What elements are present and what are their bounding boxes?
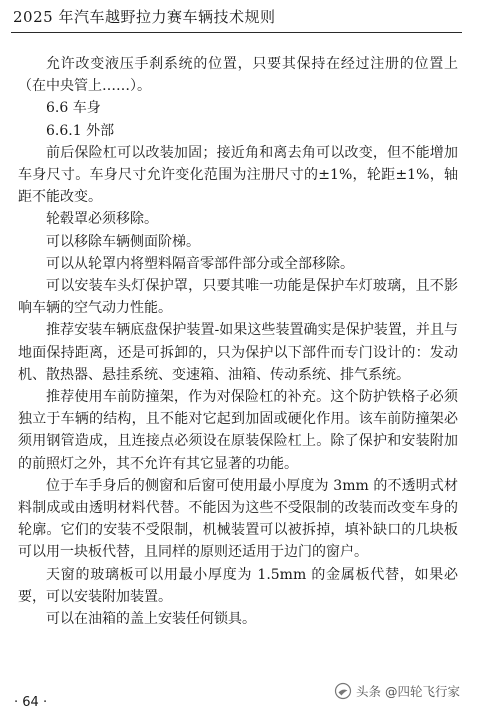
- document-body: [18, 53, 458, 630]
- paragraph-underbody-protection: 推荐安装车辆底盘保护装置-如果这些装置确实是保护装置，并且与地面保持距离，还是可拆卸的，只为保护以下部件而专门设计的：发动机、散热器、悬挂系统、变速箱、油箱、传动系统、排气系统。: [18, 322, 458, 383]
- paragraph-handbrake: 允许改变液压手刹系统的位置，只要其保持在经过注册的位置上（在中央管上……）。: [18, 56, 458, 95]
- subsection-heading-exterior: 6.6.1 外部: [46, 122, 115, 139]
- page-header-title: 2025 年汽车越野拉力赛车辆技术规则: [13, 8, 276, 26]
- paragraph-wheel-arch-parts: 可以从轮罩内将塑料隔音零部件部分或全部移除。: [46, 255, 354, 272]
- header-rule: [11, 32, 462, 33]
- paragraph-rear-windows: 位于车手身后的侧窗和后窗可使用最小厚度为 3mm 的不透明式材料制成或由透明材料代替。不能因为这些不受限制的改装而改变车身的轮廓。它们的安装不受限制，机械装置可以被拆掉，填补缺口的几块板可以用一块板代替，且同样的原则还适用于边门的窗户。: [18, 477, 458, 561]
- paragraph-side-steps: 可以移除车辆侧面阶梯。: [46, 233, 200, 250]
- paragraph-hubcaps: 轮毂罩必须移除。: [46, 211, 158, 228]
- paragraph-bumpers: 前后保险杠可以改装加固；接近角和离去角可以改变，但不能增加车身尺寸。车身尺寸允许变化范围为注册尺寸的±1%，轮距±1%，轴距不能改变。: [18, 144, 458, 206]
- source-watermark: [334, 682, 460, 700]
- paragraph-fuel-cap-locks: 可以在油箱的盖上安装任何锁具。: [46, 611, 256, 628]
- page-number: · 64 ·: [14, 695, 48, 710]
- section-heading-bodywork: 6.6 车身: [46, 100, 101, 117]
- paragraph-front-bull-bar: 推荐使用车前防撞架，作为对保险杠的补充。这个防护铁格子必须独立于车辆的结构，且不能对它起到加固或硬化作用。该车前防撞架必须用钢管造成，且连接点必须设在原装保险杠上。除了保护和安装附加的前照灯之外，其不允许有其它显著的功能。: [18, 389, 458, 472]
- bird-icon: [334, 682, 352, 700]
- paragraph-headlight-guards: 可以安装车头灯保护罩，只要其唯一功能是保护车灯玻璃，且不影响车辆的空气动力性能。: [18, 278, 458, 317]
- watermark-text: 头条 @四轮飞行家: [356, 684, 460, 699]
- paragraph-sunroof: 天窗的玻璃板可以用最小厚度为 1.5mm 的金属板代替，如果必要，可以安装附加装置。: [18, 566, 458, 605]
